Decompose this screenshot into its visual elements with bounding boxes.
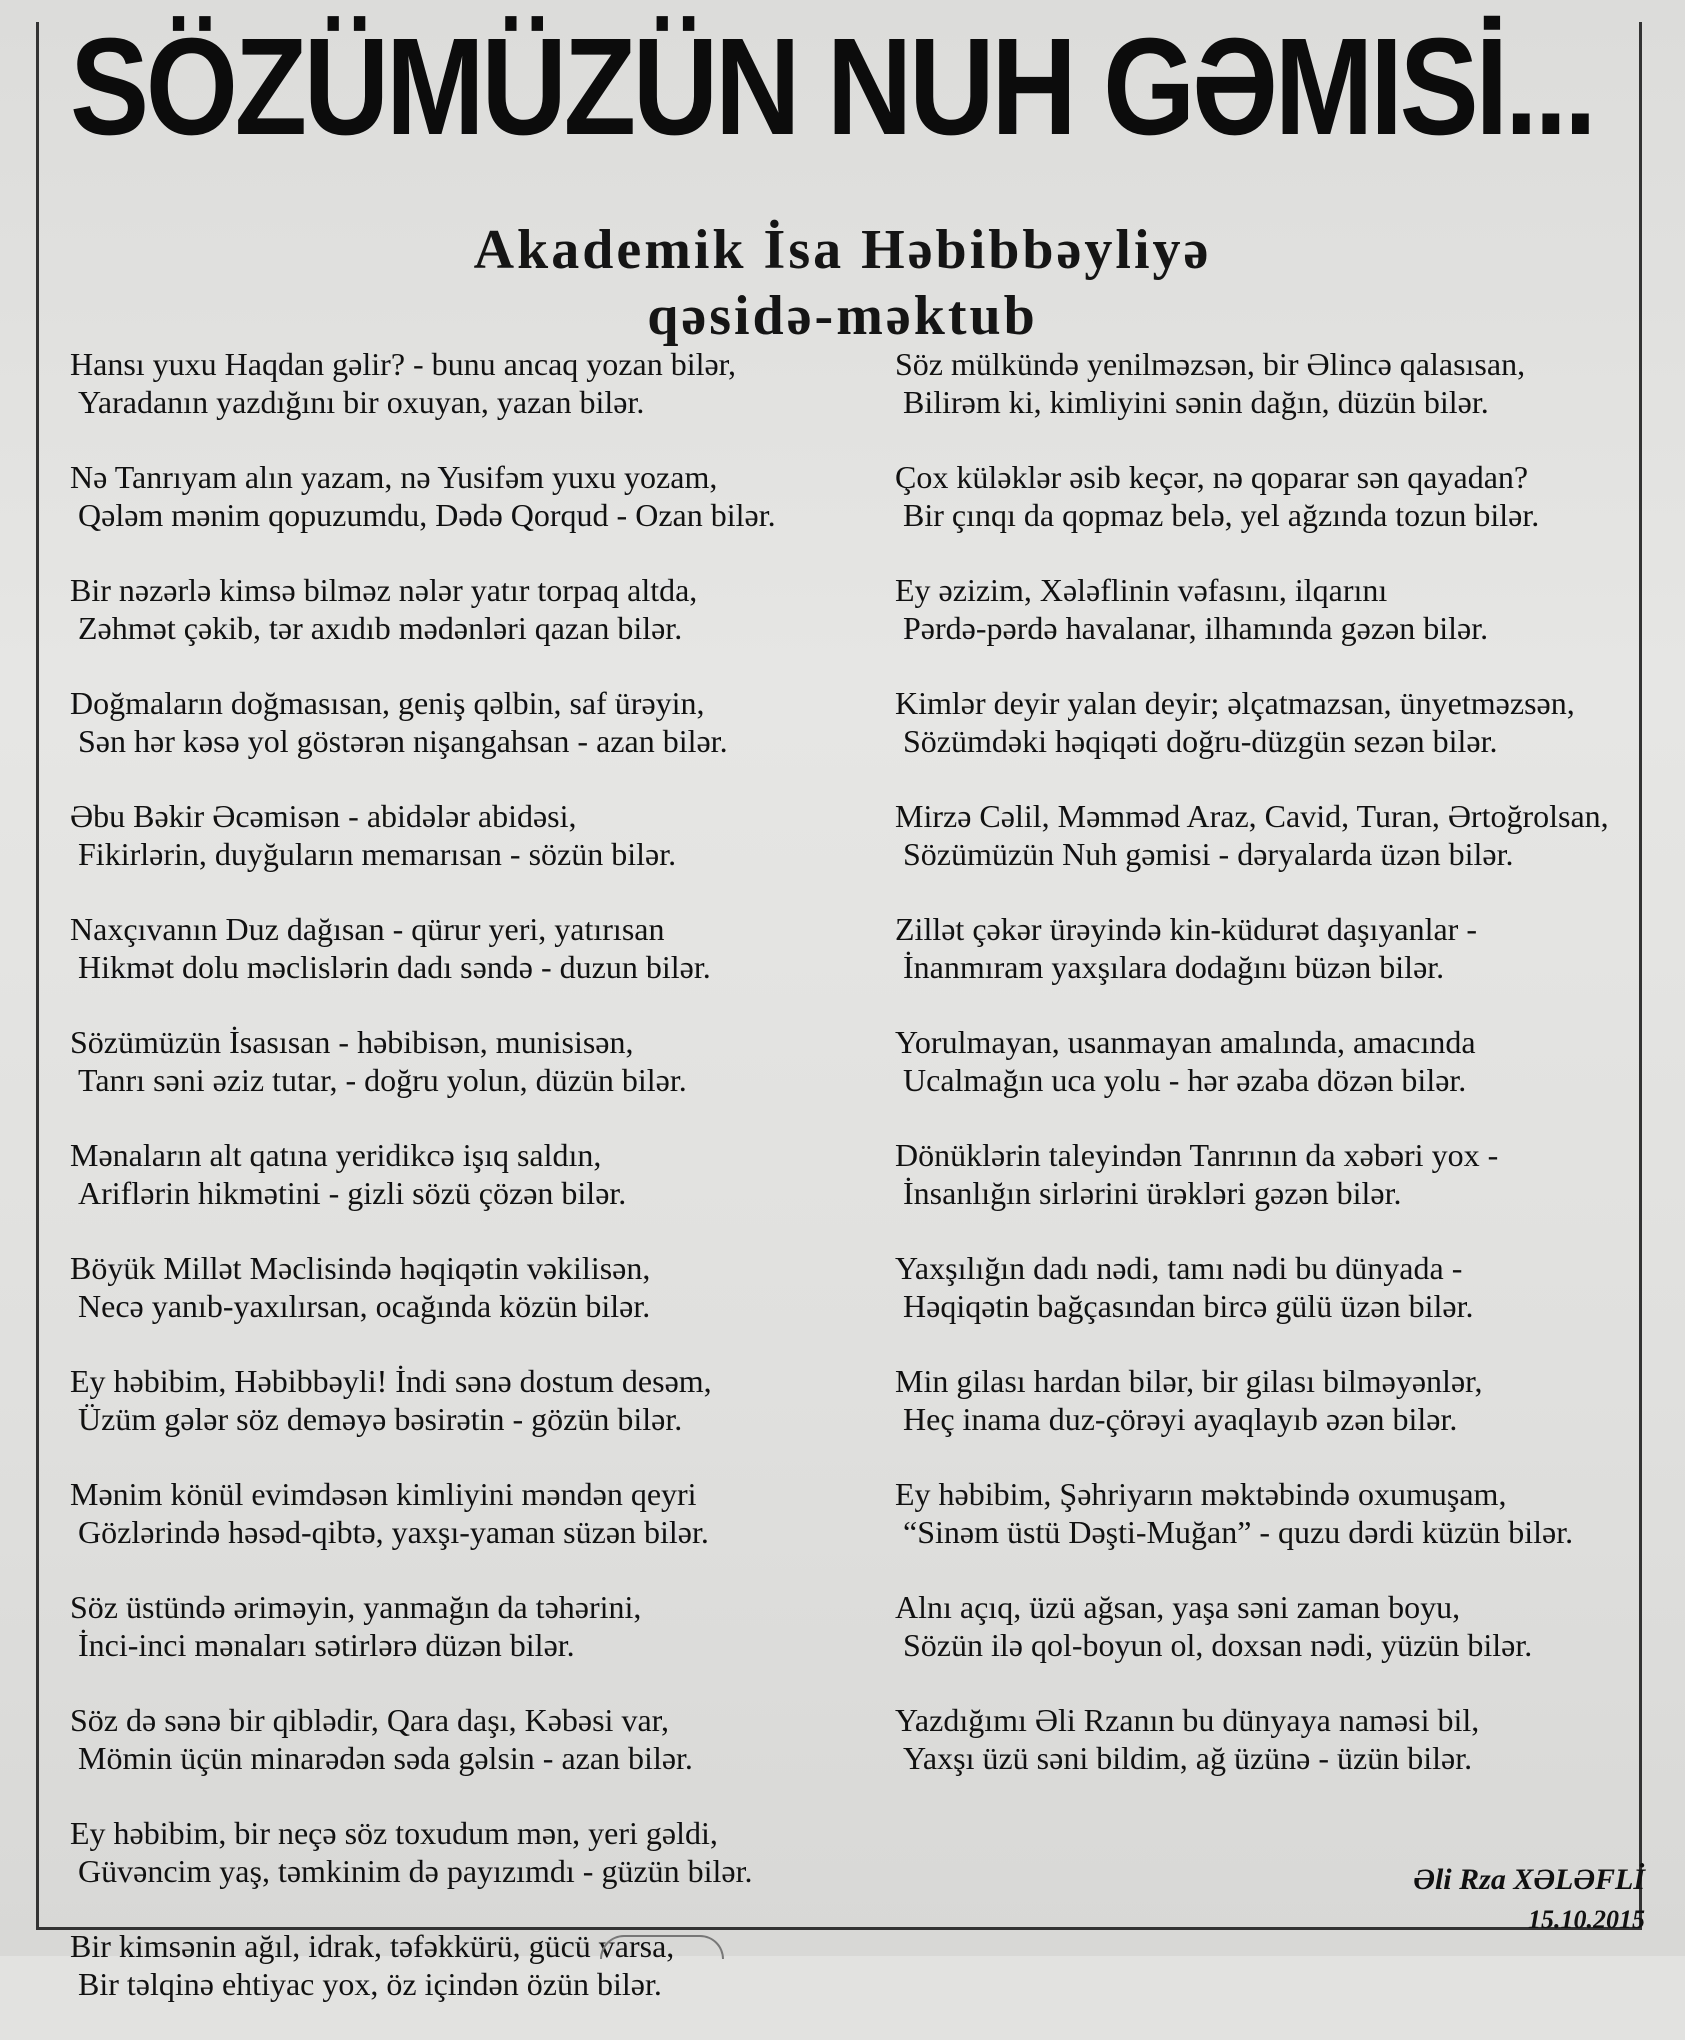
poem-line: Necə yanıb-yaxılırsan, ocağında közün bilər. <box>78 1288 651 1324</box>
poem-stanza <box>70 1249 870 1325</box>
poem-line: İnsanlığın sirlərini ürəkləri gəzən bilər. <box>903 1175 1402 1211</box>
poem-line: Hansı yuxu Haqdan gəlir? - bunu ancaq yozan bilər, <box>70 346 737 382</box>
poem-stanza <box>70 1701 870 1777</box>
poem-stanza <box>70 684 870 760</box>
poem-stanza <box>895 1588 1655 1664</box>
page-ornament <box>600 1935 724 1959</box>
poem-line: Güvəncim yaş, təmkinim də payızımdı - güzün bilər. <box>78 1853 753 1889</box>
poem-line: Ey həbibim, Şəhriyarın məktəbində oxumuşam, <box>895 1476 1507 1512</box>
poem-line: Həqiqətin bağçasından bircə gülü üzən bilər. <box>903 1288 1474 1324</box>
poem-stanza <box>70 571 870 647</box>
poem-stanza <box>70 910 870 986</box>
poem-line: Bir çınqı da qopmaz belə, yel ağzında tozun bilər. <box>903 497 1540 533</box>
poem-line: Mənaların alt qatına yeridikcə işıq saldın, <box>70 1137 602 1173</box>
poem-stanza <box>70 1023 870 1099</box>
publication-date: 15.10.2015 <box>1528 1905 1645 1934</box>
poem-stanza <box>895 345 1655 421</box>
poem-line: Zəhmət çəkib, tər axıdıb mədənləri qazan bilər. <box>78 610 683 646</box>
poem-line: Gözlərində həsəd-qibtə, yaxşı-yaman süzən bilər. <box>78 1514 709 1550</box>
poem-line: Söz də sənə bir qiblədir, Qara daşı, Kəbəsi var, <box>70 1702 670 1738</box>
poem-line: Üzüm gələr söz deməyə bəsirətin - gözün bilər. <box>78 1401 683 1437</box>
poem-line: Söz üstündə ərimәyin, yanmağın da təhərini, <box>70 1589 642 1625</box>
poem-line: Ey əzizim, Xələflinin vəfasını, ilqarını <box>895 572 1388 608</box>
poem-line: Əbu Bəkir Əcəmisən - abidələr abidəsi, <box>70 798 577 834</box>
poem-stanza <box>895 1701 1655 1777</box>
poem-line: Fikirlərin, duyğuların memarısan - sözün bilər. <box>78 836 677 872</box>
poem-stanza <box>70 345 870 421</box>
poem-stanza <box>70 458 870 534</box>
poem-line: Nə Tanrıyam alın yazam, nə Yusifəm yuxu yozam, <box>70 459 718 495</box>
poem-line: Mömin üçün minarədən səda gəlsin - azan bilər. <box>78 1740 693 1776</box>
poem-line: Min gilası hardan bilər, bir gilası bilməyənlər, <box>895 1363 1483 1399</box>
poem-line: Söz mülkündə yenilməzsən, bir Əlincə qalasısan, <box>895 346 1526 382</box>
poem-stanza <box>895 571 1655 647</box>
poem-line: Sən hər kəsə yol göstərən nişangahsan - azan bilər. <box>78 723 728 759</box>
poem-stanza <box>70 1136 870 1212</box>
poem-stanza <box>70 1588 870 1664</box>
poem-line: Çox küləklər əsib keçər, nə qoparar sən qayadan? <box>895 459 1529 495</box>
poem-line: Yaxşılığın dadı nədi, tamı nədi bu dünyada - <box>895 1250 1463 1286</box>
poem-line: Ey həbibim, Həbibbəyli! İndi sənə dostum desəm, <box>70 1363 712 1399</box>
poem-line: Dönüklərin taleyindən Tanrının da xəbəri yox - <box>895 1137 1499 1173</box>
poem-column-left <box>70 345 870 2040</box>
poem-line: İnanmıram yaxşılara dodağını büzən bilər. <box>903 949 1445 985</box>
poem-stanza <box>895 1362 1655 1438</box>
poem-stanza <box>70 1362 870 1438</box>
poem-stanza <box>70 1927 870 2003</box>
poem-line: Kimlər deyir yalan deyir; əlçatmazsan, ünyetməzsən, <box>895 685 1575 721</box>
poem-line: Hikmət dolu məclislərin dadı səndə - duzun bilər. <box>78 949 711 985</box>
poem-stanza <box>895 1136 1655 1212</box>
poem-line: Bir kimsənin ağıl, idrak, təfəkkürü, gücü varsa, <box>70 1928 675 1964</box>
poem-line: Yazdığımı Əli Rzanın bu dünyaya naməsi bil, <box>895 1702 1480 1738</box>
headline: SÖZÜMÜZÜN NUH GƏMISİ... <box>70 10 1594 164</box>
poem-line: Sözümdəki həqiqəti doğru-düzgün sezən bilər. <box>903 723 1498 759</box>
poem-line: Alnı açıq, üzü ağsan, yaşa səni zaman boyu, <box>895 1589 1461 1625</box>
poem-column-right <box>895 345 1655 1814</box>
poem-line: Yaradanın yazdığını bir oxuyan, yazan bilər. <box>78 384 645 420</box>
poem-stanza <box>895 1023 1655 1099</box>
poem-line: Mənim könül evimdəsən kimliyini məndən qeyri <box>70 1476 697 1512</box>
poem-line: Ey həbibim, bir neçə söz toxudum mən, yeri gəldi, <box>70 1815 718 1851</box>
subtitle-genre: qəsidə-məktub <box>647 285 1038 347</box>
poem-stanza <box>70 797 870 873</box>
poem-line: Naxçıvanın Duz dağısan - qürur yeri, yatırısan <box>70 911 665 947</box>
poem-line: Böyük Millət Məclisində həqiqətin vəkilisən, <box>70 1250 651 1286</box>
poem-line: Ariflərin hikmətini - gizli sözü çözən bilər. <box>78 1175 627 1211</box>
poem-line: Sözümüzün Nuh gəmisi - dəryalarda üzən bilər. <box>903 836 1514 872</box>
poem-stanza <box>895 797 1655 873</box>
poem-line: Bir təlqinə ehtiyac yox, öz içindən özün bilər. <box>78 1966 662 2002</box>
subtitle-dedication: Akademik İsa Həbibbəyliyə <box>473 219 1212 281</box>
poem-stanza <box>895 684 1655 760</box>
poem-line: Bir nəzərlə kimsə bilməz nələr yatır torpaq altda, <box>70 572 698 608</box>
author-signature: Əli Rza XƏLƏFLİ <box>1413 1863 1645 1896</box>
poem-stanza <box>895 458 1655 534</box>
poem-stanza <box>895 1249 1655 1325</box>
poem-line: Qələm mənim qopuzumdu, Dədə Qorqud - Ozan bilər. <box>78 497 776 533</box>
poem-line: Sözümüzün İsasısan - həbibisən, munisisən, <box>70 1024 634 1060</box>
poem-line: Sözün ilə qol-boyun ol, doxsan nədi, yüzün bilər. <box>903 1627 1533 1663</box>
poem-stanza <box>70 1814 870 1890</box>
poem-line: Zillət çəkər ürəyində kin-küdurət daşıyanlar - <box>895 911 1477 947</box>
poem-line: Tanrı səni əziz tutar, - doğru yolun, düzün bilər. <box>78 1062 687 1098</box>
poem-line: İnci-inci mənaları sətirlərə düzən bilər. <box>78 1627 575 1663</box>
poem-line: Heç inama duz-çörəyi ayaqlayıb əzən bilər. <box>903 1401 1458 1437</box>
poem-stanza <box>895 1475 1655 1551</box>
poem-line: Yorulmayan, usanmayan amalında, amacında <box>895 1024 1476 1060</box>
poem-line: Yaxşı üzü səni bildim, ağ üzünə - üzün bilər. <box>903 1740 1473 1776</box>
poem-line: Doğmaların doğmasısan, geniş qəlbin, saf ürəyin, <box>70 685 705 721</box>
poem-line: Ucalmağın uca yolu - hər əzaba dözən bilər. <box>903 1062 1467 1098</box>
poem-line: “Sinəm üstü Dəşti-Muğan” - quzu dərdi küzün bilər. <box>903 1514 1574 1550</box>
poem-line: Bilirəm ki, kimliyini sənin dağın, düzün bilər. <box>903 384 1489 420</box>
poem-stanza <box>895 910 1655 986</box>
signature-block <box>1413 1860 1645 1940</box>
poem-stanza <box>70 1475 870 1551</box>
poem-line: Pərdə-pərdə havalanar, ilhamında gəzən bilər. <box>903 610 1489 646</box>
poem-line: Mirzə Cəlil, Məmməd Araz, Cavid, Turan, Ərtoğrolsan, <box>895 798 1609 834</box>
